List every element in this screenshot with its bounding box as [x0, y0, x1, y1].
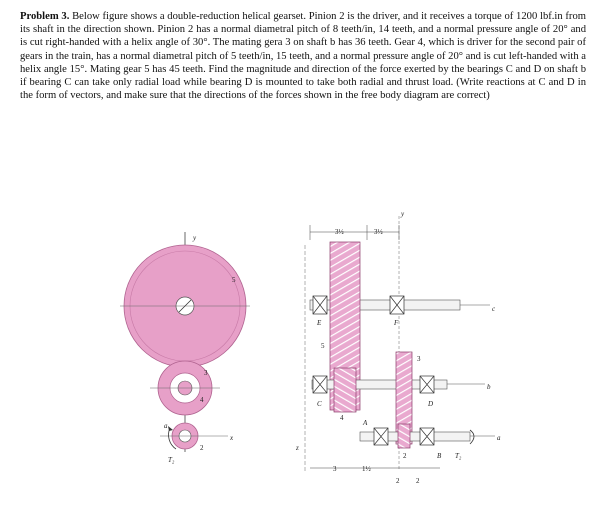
- right-y-label: y: [401, 210, 405, 218]
- left-torque-label: T₂: [168, 456, 175, 464]
- right-gear-3-label: 3: [417, 355, 421, 363]
- left-gear-2-label: 2: [200, 444, 204, 452]
- bearing-e-label: E: [317, 319, 322, 327]
- dim-bottom-1: 3: [333, 465, 337, 473]
- right-gear-4-label: 4: [340, 414, 344, 422]
- right-gear-2-label: 2: [403, 452, 407, 460]
- torque-arrowhead: [168, 426, 173, 431]
- dim-bottom-2: 1½: [362, 465, 371, 473]
- left-x-label: x: [230, 434, 234, 442]
- left-view: [120, 232, 250, 464]
- dim-bottom-4: 2: [416, 477, 420, 485]
- bearing-a: [374, 428, 388, 445]
- bearing-b: [420, 428, 434, 445]
- bearing-d-label: D: [428, 400, 434, 408]
- bearing-f-label: F: [394, 319, 399, 327]
- left-gear-5-label: 5: [232, 276, 236, 284]
- bearing-b-label: B: [437, 452, 442, 460]
- bearing-c: [313, 376, 327, 393]
- left-shaft-a-label: a: [164, 422, 168, 430]
- bearing-f: [390, 296, 404, 314]
- problem-body: Below figure shows a double-reduction helical gearset. Pinion 2 is the driver, and it receives a torque of 1200 lbf.in from its shaft in the direction shown. Pinion 2 has a normal diametral pitch of 8 teeth/in, 14 teeth, and a normal pressure angle of 20° and is cut right-handed with a helix angle of 30°. The mating gera 3 on shaft b has 36 teeth. Gear 4, which is driver for the second pair of gears in the train, has a normal diametral pitch of 5 teeth/in, 15 teeth, and a normal pressure angle of 20° and is cut left-handed with a helix angle 15°. Mating gear 5 has 45 teeth. Find the magnitude and direction of the force exerted by the bearings C and D on shaft b if bearing C can take only radial load while bearing D is mounted to take both radial and thrust load. (Write reactions at C and D in the form of vectors, and make sure that the directions of the forces shown in the free body diagram are correct): [20, 11, 586, 102]
- dim-top-right: 3½: [374, 228, 383, 236]
- right-view: [295, 210, 501, 485]
- shaft-b-label: b: [487, 383, 491, 391]
- right-z-label: z: [296, 444, 299, 452]
- left-y-label: y: [193, 234, 197, 242]
- right-gear-5-label: 5: [321, 342, 325, 350]
- gear-2-side: [398, 424, 410, 448]
- problem-heading: Problem 3.: [20, 11, 70, 22]
- right-torque-arc: [470, 430, 474, 444]
- shaft-a-label: a: [497, 434, 501, 442]
- shaft-c-label: c: [492, 305, 496, 313]
- dim-bottom-3: 2: [396, 477, 400, 485]
- left-gear-4-label: 4: [200, 396, 204, 404]
- bearing-a-label: A: [363, 419, 368, 427]
- bearing-c-label: C: [317, 400, 322, 408]
- bearing-d: [420, 376, 434, 393]
- bearing-e: [313, 296, 327, 314]
- right-torque-label: T₂: [455, 452, 462, 460]
- dim-top-left: 3½: [335, 228, 344, 236]
- gear-4-side: [334, 368, 356, 412]
- left-gear-3-label: 3: [204, 369, 208, 377]
